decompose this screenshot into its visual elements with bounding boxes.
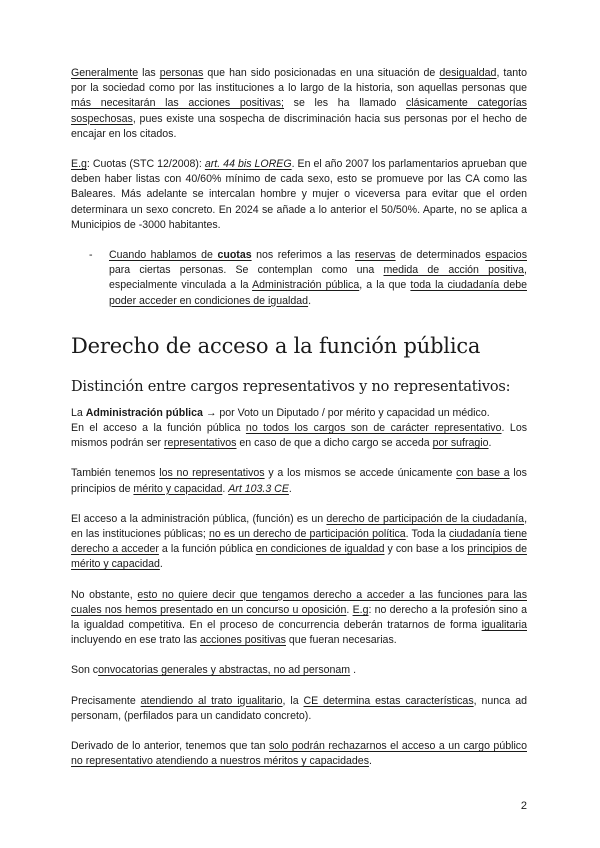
text-span: : Cuotas (STC 12/2008): [86, 158, 205, 171]
text-span: CE determina estas características [303, 694, 474, 707]
text-span: . [288, 482, 292, 495]
text-span: Administración pública [252, 279, 360, 292]
text-span: . Los mismos podrán ser [71, 422, 528, 450]
text-span: acciones positivas [199, 634, 286, 647]
text-span: más necesitarán las acciones positivas; [71, 97, 284, 110]
text-span: . [308, 294, 312, 307]
text-span: , a la que [359, 279, 411, 292]
text-span: , tanto por la sociedad como por las instituciones a lo largo de la historia, son aquellas personas que [71, 67, 527, 95]
text-span: se les ha llamado [284, 97, 406, 110]
spacer [71, 451, 527, 466]
text-span: que han sido posicionadas en una situación de [203, 67, 440, 79]
subsection-heading: Distinción entre cargos representativos y no representativos: [71, 378, 511, 395]
text-span: solo podrán rechazarnos el acceso a un cargo público no representativo atendiendo a nuestros méritos y capacidades [71, 740, 527, 768]
text-span: , nunca ad personam, (perfilados para un candidato concreto). [71, 694, 527, 722]
text-span: , la [282, 694, 304, 707]
text-span: nos referimos a las [251, 249, 355, 262]
text-span: Son c [71, 664, 99, 677]
text-span: Derivado de lo anterior, tenemos que tan [71, 740, 269, 753]
text-span: → por Voto un Diputado / por mérito y capacidad un médico. [202, 406, 490, 419]
paragraph-no-representativos [71, 466, 527, 496]
text-span: art. 44 bis LOREG [204, 158, 292, 171]
page-number: 2 [520, 800, 527, 812]
spacer [71, 233, 527, 248]
paragraph-administracion-publica [71, 406, 527, 452]
document-page [71, 66, 527, 770]
text-span: Cuando hablamos de [109, 249, 218, 262]
text-span: : no derecho a la profesión sino a la igualdad competitiva. En el proceso de concurrencia deberán tratarnos de forma [71, 603, 527, 632]
text-span: No obstante, [71, 588, 138, 601]
text-span: , pues existe una sospecha de discriminación hacia sus personas por el hecho de encajar en los citados. [71, 112, 527, 140]
text-span: . [222, 482, 229, 495]
spacer [71, 397, 527, 406]
text-span: cuotas [217, 249, 252, 262]
text-span: y a los mismos se accede únicamente [264, 467, 457, 480]
text-span: que fueran necesarias. [285, 634, 397, 647]
text-span: las [138, 67, 160, 79]
spacer [71, 724, 527, 739]
text-span: . [159, 558, 163, 571]
paragraph-trato-igualitario [71, 694, 527, 724]
text-span: mérito y capacidad [133, 482, 223, 495]
text-span: . Toda la [405, 528, 450, 541]
text-span: E.g [352, 603, 369, 616]
paragraph-cuotas-example [71, 157, 527, 233]
text-span: . [488, 437, 492, 450]
text-span: los principios de [71, 467, 527, 495]
text-span: . [346, 603, 353, 616]
text-span: en caso de que a dicho cargo se acceda [236, 437, 433, 450]
text-span: de determinados [395, 249, 486, 262]
spacer [71, 648, 527, 663]
text-span: clásicamente categorías sospechosas [71, 97, 527, 125]
text-span: para ciertas personas. Se contemplan como una [109, 264, 384, 277]
text-span: Generalmente [71, 67, 139, 79]
bullet-dash: - [89, 249, 93, 262]
text-span: Precisamente [71, 694, 141, 707]
text-span: por sufragio [432, 437, 489, 450]
text-span: representativos [164, 437, 237, 450]
text-span: En el acceso a la función pública [71, 422, 246, 435]
text-span: . [350, 664, 357, 677]
text-span: atendiendo al trato igualitario [140, 694, 283, 707]
text-span: y con base a los [384, 543, 468, 556]
text-span: Administración pública [85, 406, 203, 419]
text-span: La [71, 406, 86, 419]
text-span: ciudadanía tiene derecho a acceder [71, 528, 527, 556]
text-span: con base a [456, 467, 510, 480]
text-span: reservas [354, 249, 396, 262]
paragraph-categorias-sospechosas [71, 66, 527, 142]
text-span: , especialmente vinculada a la [109, 264, 527, 292]
text-span: incluyendo en ese trato las [71, 634, 200, 647]
text-span: en condiciones de igualdad [255, 543, 385, 556]
paragraph-no-obstante [71, 588, 527, 649]
text-span: El acceso a la administración pública, (función) es un [71, 512, 327, 525]
spacer [71, 679, 527, 694]
text-span: Art 103.3 CE [228, 482, 289, 495]
text-span: medida de acción positiva [383, 264, 525, 277]
spacer [71, 497, 527, 512]
text-span: principios de mérito y capacidad [71, 543, 527, 571]
paragraph-convocatorias [71, 663, 527, 678]
section-heading: Derecho de acceso a la función pública [71, 333, 481, 358]
text-span: no todos los cargos son de carácter representativo [245, 422, 502, 435]
text-span: desigualdad [439, 67, 497, 79]
text-span: . [369, 755, 372, 768]
text-span: esto no quiere decir que tengamos derecho a acceder a las funciones para las cuales nos hemos presentado en un concurso u oposición [71, 588, 527, 616]
paragraph-derecho-participacion [71, 512, 527, 573]
spacer [71, 359, 527, 378]
text-span: a la función pública [158, 543, 256, 556]
text-span: los no representativos [159, 467, 265, 480]
text-span: onvocatorias generales y abstractas, no ad personam [98, 664, 351, 677]
text-span: E.g [71, 158, 87, 171]
paragraph-derivado [71, 739, 527, 769]
text-span: . En el año 2007 los parlamentarios aprueban que deben haber listas con 40/60% mínimo de cada sexo, esto se promueve por las CA como las Baleares. Más adelante se intercalan hombre y mujer o viceversa para evitar que el orden determinara un sexo concreto. En 2024 se añade a lo anterior el 50/50%. Aparte, no se aplica a Municipios de -3000 habitantes. [71, 158, 527, 231]
text-span: También tenemos [71, 467, 160, 480]
bullet-text [109, 248, 527, 309]
text-span: no es un derecho de participación política [208, 528, 406, 541]
text-span: igualitaria [481, 619, 527, 632]
bullet-item-cuotas [89, 248, 527, 309]
text-span: toda la ciudadanía debe poder acceder en condiciones de igualdad [109, 279, 527, 307]
text-span: espacios [485, 249, 527, 262]
text-span: , en las instituciones públicas; [71, 512, 528, 541]
spacer [71, 309, 527, 333]
text-span: derecho de participación de la ciudadanía [326, 512, 525, 525]
spacer [71, 573, 527, 588]
text-span: personas [159, 67, 204, 79]
spacer [71, 142, 527, 157]
